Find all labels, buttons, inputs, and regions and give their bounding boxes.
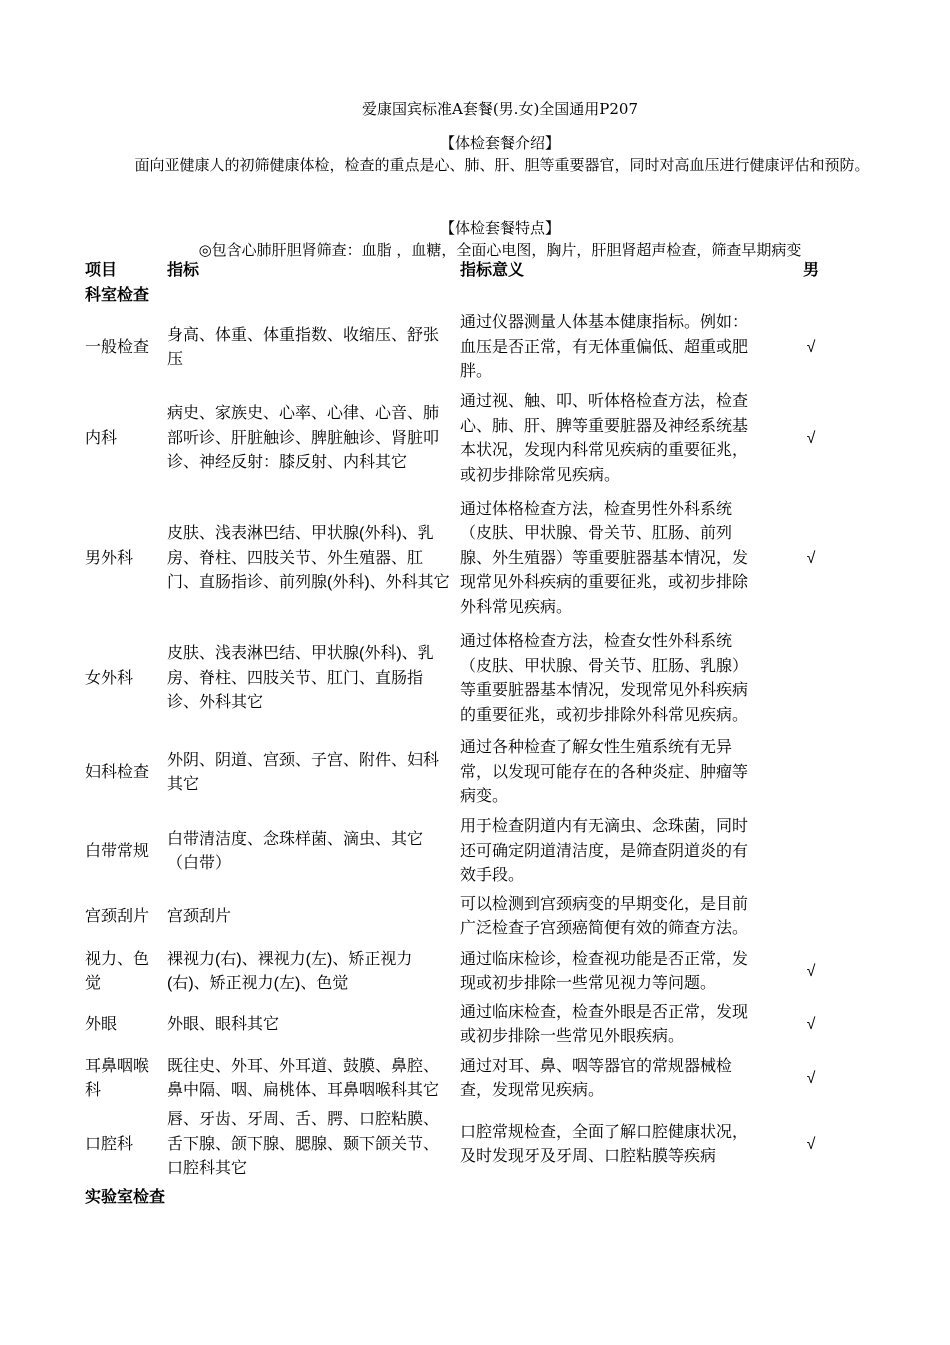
table-row-meaning: 可以检测到宫颈病变的早期变化，是目前广泛检查子宫颈癌简便有效的筛查方法。 [460, 895, 749, 937]
table-row-item: 妇科检查 [85, 763, 150, 781]
table-row-indicator: 既往史、外耳、外耳道、鼓膜、鼻腔、鼻中隔、咽、扁桃体、耳鼻咽喉科其它 [167, 1057, 440, 1099]
table-row-item: 女外科 [85, 669, 134, 687]
table-row-meaning: 通过体格检查方法，检查男性外科系统（皮肤、甲状腺、骨关节、肛肠、前列腺、外生殖器）等重要脏器基本情况，发现常见外科疾病的重要征兆，或初步排除外科常见疾病。 [460, 500, 749, 616]
table-row-meaning: 通过仪器测量人体基本健康指标。例如：血压是否正常，有无体重偏低、超重或肥胖。 [460, 314, 749, 381]
table-row-item: 耳鼻咽喉科 [85, 1057, 150, 1099]
table-row-meaning: 通过临床检查，检查外眼是否正常，发现或初步排除一些常见外眼疾病。 [460, 1003, 749, 1045]
column-header-meaning: 指标意义 [460, 262, 525, 279]
table-row-indicator: 身高、体重、体重指数、收缩压、舒张压 [167, 326, 440, 368]
checkmark-male: √ [806, 1135, 816, 1153]
checkmark-male: √ [806, 338, 816, 356]
table-row-item: 男外科 [85, 549, 134, 567]
table-row-indicator: 唇、牙齿、牙周、舌、腭、口腔粘膜、舌下腺、颌下腺、腮腺、颞下颌关节、口腔科其它 [167, 1111, 440, 1178]
column-header-male: 男 [803, 262, 820, 279]
checkmark-male [796, 815, 826, 889]
column-header-indicator: 指标 [167, 262, 200, 279]
table-row-item: 一般检查 [85, 338, 150, 356]
checkmark-male: √ [806, 549, 816, 567]
checkmark-male [796, 624, 826, 734]
checkmark-male: √ [806, 1015, 816, 1033]
table-row-item: 内科 [85, 429, 118, 447]
table-row-meaning: 通过临床检诊，检查视功能是否正常，发现或初步排除一些常见视力等问题。 [460, 950, 749, 992]
table-row-indicator: 皮肤、浅表淋巴结、甲状腺(外科)、乳房、脊柱、四肢关节、肛门、直肠指诊、外科其它 [167, 645, 434, 712]
features-text: ◎包含心肺肝胆肾筛查：血脂 ，血糖，全面心电图，胸片，肝胆肾超声检查，筛查早期病变 [198, 241, 802, 259]
table-row-indicator: 白带清洁度、念珠样菌、滴虫、其它（白带） [167, 830, 424, 872]
checkmark-male: √ [806, 1069, 816, 1087]
table-row-meaning: 通过对耳、鼻、咽等器官的常规器械检查，发现常见疾病。 [460, 1057, 733, 1099]
intro-heading: 【体检套餐介绍】 [439, 134, 560, 152]
table-row-meaning: 口腔常规检查，全面了解口腔健康状况，及时发现牙及牙周、口腔粘膜等疾病 [460, 1123, 749, 1165]
section-heading-clinic: 科室检查 [85, 287, 150, 304]
table-row-indicator: 外阴、阴道、宫颈、子宫、附件、妇科其它 [167, 751, 440, 793]
table-row-item: 宫颈刮片 [85, 907, 150, 925]
table-row-meaning: 用于检查阴道内有无滴虫、念珠菌，同时还可确定阴道清洁度，是筛查阴道炎的有效手段。 [460, 818, 749, 885]
checkmark-male: √ [806, 962, 816, 980]
table-row-item: 外眼 [85, 1015, 118, 1033]
table-row-indicator: 皮肤、浅表淋巴结、甲状腺(外科)、乳房、脊柱、四肢关节、外生殖器、肛门、直肠指诊、前列腺(外科)、外科其它 [167, 525, 450, 592]
table-row-meaning: 通过各种检查了解女性生殖系统有无异常，以发现可能存在的各种炎症、肿瘤等病变。 [460, 739, 749, 806]
checkmark-male: √ [806, 429, 816, 447]
table-row-indicator: 病史、家族史、心率、心律、心音、肺部听诊、肝脏触诊、脾脏触诊、肾脏叩诊、神经反射：膝反射、内科其它 [167, 405, 440, 472]
table-row-indicator: 裸视力(右)、裸视力(左)、矫正视力(右)、矫正视力(左)、色觉 [167, 950, 413, 992]
table-row-item: 视力、色觉 [85, 950, 150, 992]
intro-text: 面向亚健康人的初筛健康体检，检查的重点是心、肺、肝、胆等重要器官，同时对高血压进行健康评估和预防。 [134, 156, 870, 174]
table-row-meaning: 通过视、触、叩、听体格检查方法，检查心、肺、肝、脾等重要脏器及神经系统基本状况，发现内科常见疾病的重要征兆，或初步排除常见疾病。 [460, 393, 749, 484]
table-row-item: 白带常规 [85, 842, 150, 860]
table-row-meaning: 通过体格检查方法，检查女性外科系统（皮肤、甲状腺、骨关节、肛肠、乳腺）等重要脏器基本情况，发现常见外科疾病的重要征兆，或初步排除外科常见疾病。 [460, 633, 749, 724]
checkmark-male [796, 736, 826, 810]
table-row-indicator: 外眼、眼科其它 [167, 1015, 280, 1033]
table-row-indicator: 宫颈刮片 [167, 907, 232, 925]
column-header-item: 项目 [85, 262, 118, 279]
table-row-item: 口腔科 [85, 1135, 134, 1153]
document-title: 爱康国宾标准A套餐(男.女)全国通用P207 [361, 100, 639, 118]
checkmark-male [796, 892, 826, 942]
features-heading: 【体检套餐特点】 [439, 219, 560, 237]
section-heading-lab: 实验室检查 [85, 1189, 166, 1206]
